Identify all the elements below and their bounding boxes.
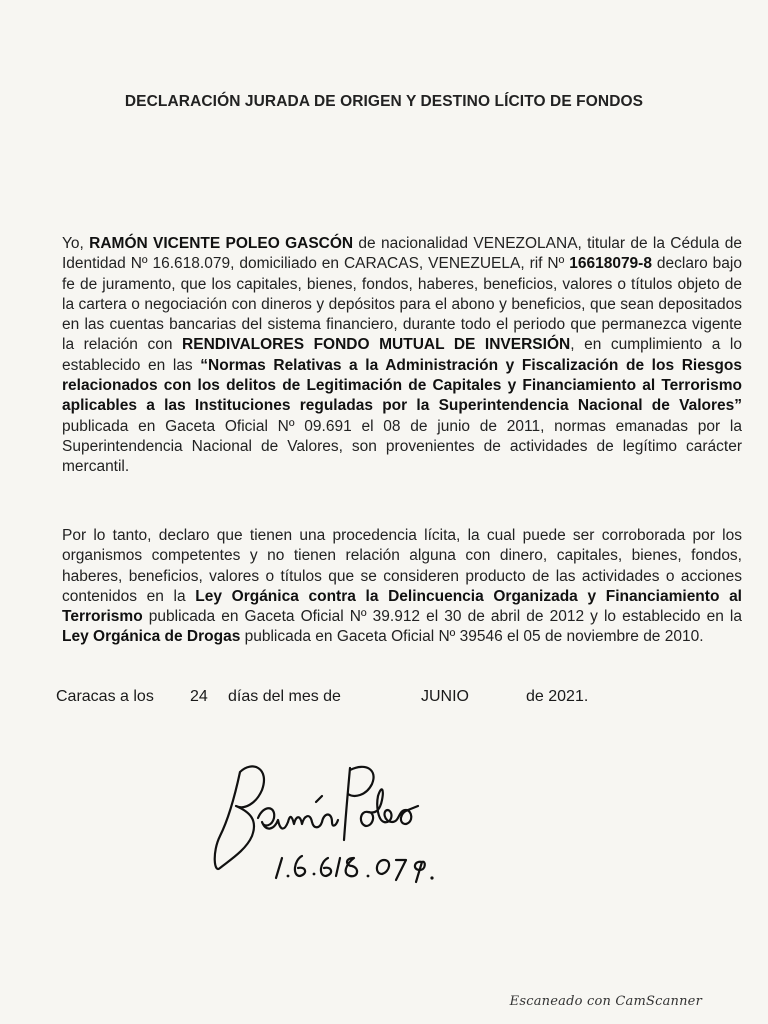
bold-text-segment: RAMÓN VICENTE POLEO GASCÓN — [89, 235, 354, 252]
bold-text-segment: Ley Orgánica de Drogas — [62, 628, 241, 646]
text-segment: Por lo tanto, declaro que tienen una procedencia lícita, la cual puede ser corroborada por los organismos competentes y no tienen relación alguna con dinero, capitales, bienes, fondos, haberes, beneficios, valores o títulos que se consideren producto de las actividades o acciones contenidos en la — [62, 527, 742, 605]
bold-text-segment: 16618079-8 — [569, 255, 652, 273]
text-segment: de nacionalidad VENEZOLANA, titular de la Cédula de Identidad Nº 16.618.079, domiciliado en CARACAS, VENEZUELA, rif Nº — [62, 235, 742, 273]
text-segment: declaro bajo fe de juramento, que los capitales, bienes, fondos, haberes, beneficios, valores o títulos objeto de la cartera o negociación con dineros y depósitos para el abono y beneficios, que sean depositados en las cuentas bancarias del sistema financiero, durante todo el periodo que permanezca vigente la relación con — [62, 255, 742, 354]
text-segment: , en cumplimiento a lo establecido en las — [62, 336, 742, 374]
date-day: 24 — [190, 688, 208, 705]
bold-text-segment: RENDIVALORES FONDO MUTUAL DE INVERSIÓN — [182, 336, 571, 354]
scanner-watermark: Escaneado con CamScanner — [509, 994, 702, 1009]
text-segment: publicada en Gaceta Oficial Nº 39546 el 05 de noviembre de 2010. — [240, 628, 704, 646]
date-prefix: Caracas a los — [56, 688, 154, 705]
declaration-paragraph-2 — [62, 526, 742, 648]
handwritten-signature — [200, 740, 460, 900]
date-line — [0, 688, 768, 712]
text-segment: Yo, — [62, 235, 90, 252]
bold-text-segment: Ley Orgánica contra la Delincuencia Organizada y Financiamiento al Terrorismo — [62, 587, 742, 626]
text-segment: publicada en Gaceta Oficial Nº 39.912 el 30 de abril de 2012 y lo establecido en la — [142, 608, 742, 626]
text-segment: publicada en Gaceta Oficial Nº 09.691 el 08 de junio de 2011, normas emanadas por la Superintendencia Nacional de Valores, son provenientes de actividades de legítimo carácter mercantil. — [62, 417, 742, 476]
date-year: de 2021. — [526, 688, 589, 705]
document-title: DECLARACIÓN JURADA DE ORIGEN Y DESTINO LÍCITO DE FONDOS — [124, 93, 644, 110]
date-middle: días del mes de — [228, 688, 341, 705]
declaration-paragraph-1 — [62, 234, 742, 478]
bold-text-segment: “Normas Relativas a la Administración y Fiscalización de los Riesgos relacionados con los delitos de Legitimación de Capitales y Financiamiento al Terrorismo aplicables a las Instituciones reguladas por la Superintendencia Nacional de Valores” — [62, 356, 742, 415]
date-month: JUNIO — [421, 688, 469, 705]
